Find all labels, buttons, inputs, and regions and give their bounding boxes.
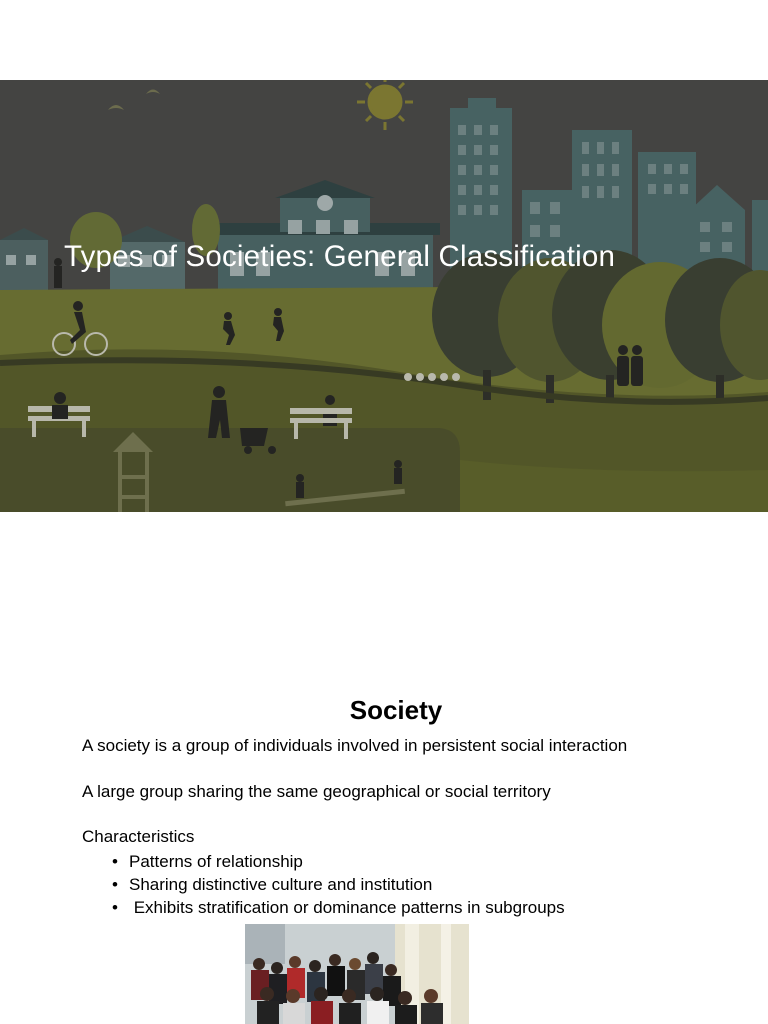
content-slide bbox=[0, 512, 768, 1024]
city-park-illustration bbox=[0, 80, 768, 512]
list-item: • Sharing distinctive culture and institution bbox=[112, 875, 433, 894]
characteristics-list bbox=[112, 850, 565, 919]
slide-title: Types of Societies: General Classification bbox=[64, 240, 616, 273]
bullet-icon: • bbox=[112, 898, 118, 917]
bullet-icon: • bbox=[112, 852, 118, 871]
definition-text-2: A large group sharing the same geographical or social territory bbox=[82, 782, 551, 801]
characteristics-label: Characteristics bbox=[82, 827, 195, 846]
list-item: • Patterns of relationship bbox=[112, 852, 303, 871]
bullet-icon: • bbox=[112, 875, 118, 894]
definition-text: A society is a group of individuals involved in persistent social interaction bbox=[82, 736, 628, 755]
slide-heading: Society bbox=[349, 695, 443, 725]
title-slide bbox=[0, 80, 768, 512]
list-item: • Exhibits stratification or dominance patterns in subgroups bbox=[112, 898, 565, 917]
group-photo bbox=[245, 924, 469, 1024]
